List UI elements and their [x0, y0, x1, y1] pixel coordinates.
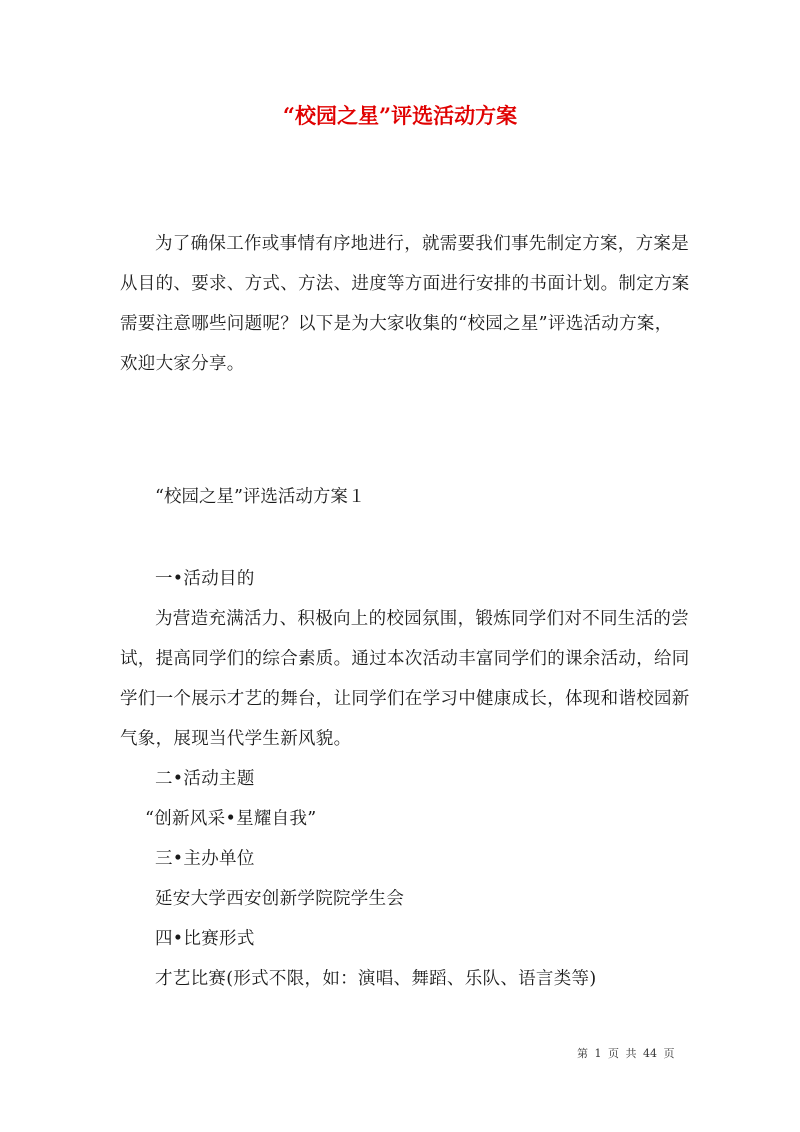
page-title: “校园之星”评选活动方案: [282, 103, 518, 128]
section-body-format: 才艺比赛(形式不限，如：演唱、舞蹈、乐队、语言类等): [155, 969, 597, 989]
page-footer: 第 1 页 共 44 页: [577, 1047, 675, 1060]
intro-paragraph: 为了确保工作或事情有序地进行，就需要我们事先制定方案，方案是从目的、要求、方式、方法、进度等方面进行安排的书面计划。制定方案需要注意哪些问题呢？以下是为大家收集的“校园之星”评选活动方案，欢迎大家分享。: [120, 234, 690, 374]
section-body-theme: “创新风采•星耀自我”: [145, 809, 317, 829]
section-heading-purpose: 一•活动目的: [155, 569, 255, 589]
plan-heading: “校园之星”评选活动方案１: [155, 487, 366, 507]
section-heading-organizer: 三•主办单位: [155, 849, 255, 869]
section-heading-theme: 二•活动主题: [155, 769, 255, 789]
section-body-purpose: 为营造充满活力、积极向上的校园氛围，锻炼同学们对不同生活的尝试，提高同学们的综合素质。通过本次活动丰富同学们的课余活动，给同学们一个展示才艺的舞台，让同学们在学习中健康成长，体现和谐校园新气象，展现当代学生新风貌。: [120, 609, 690, 749]
section-heading-format: 四•比赛形式: [155, 929, 255, 949]
plan-content: [120, 559, 690, 999]
section-body-organizer: 延安大学西安创新学院院学生会: [155, 889, 405, 909]
